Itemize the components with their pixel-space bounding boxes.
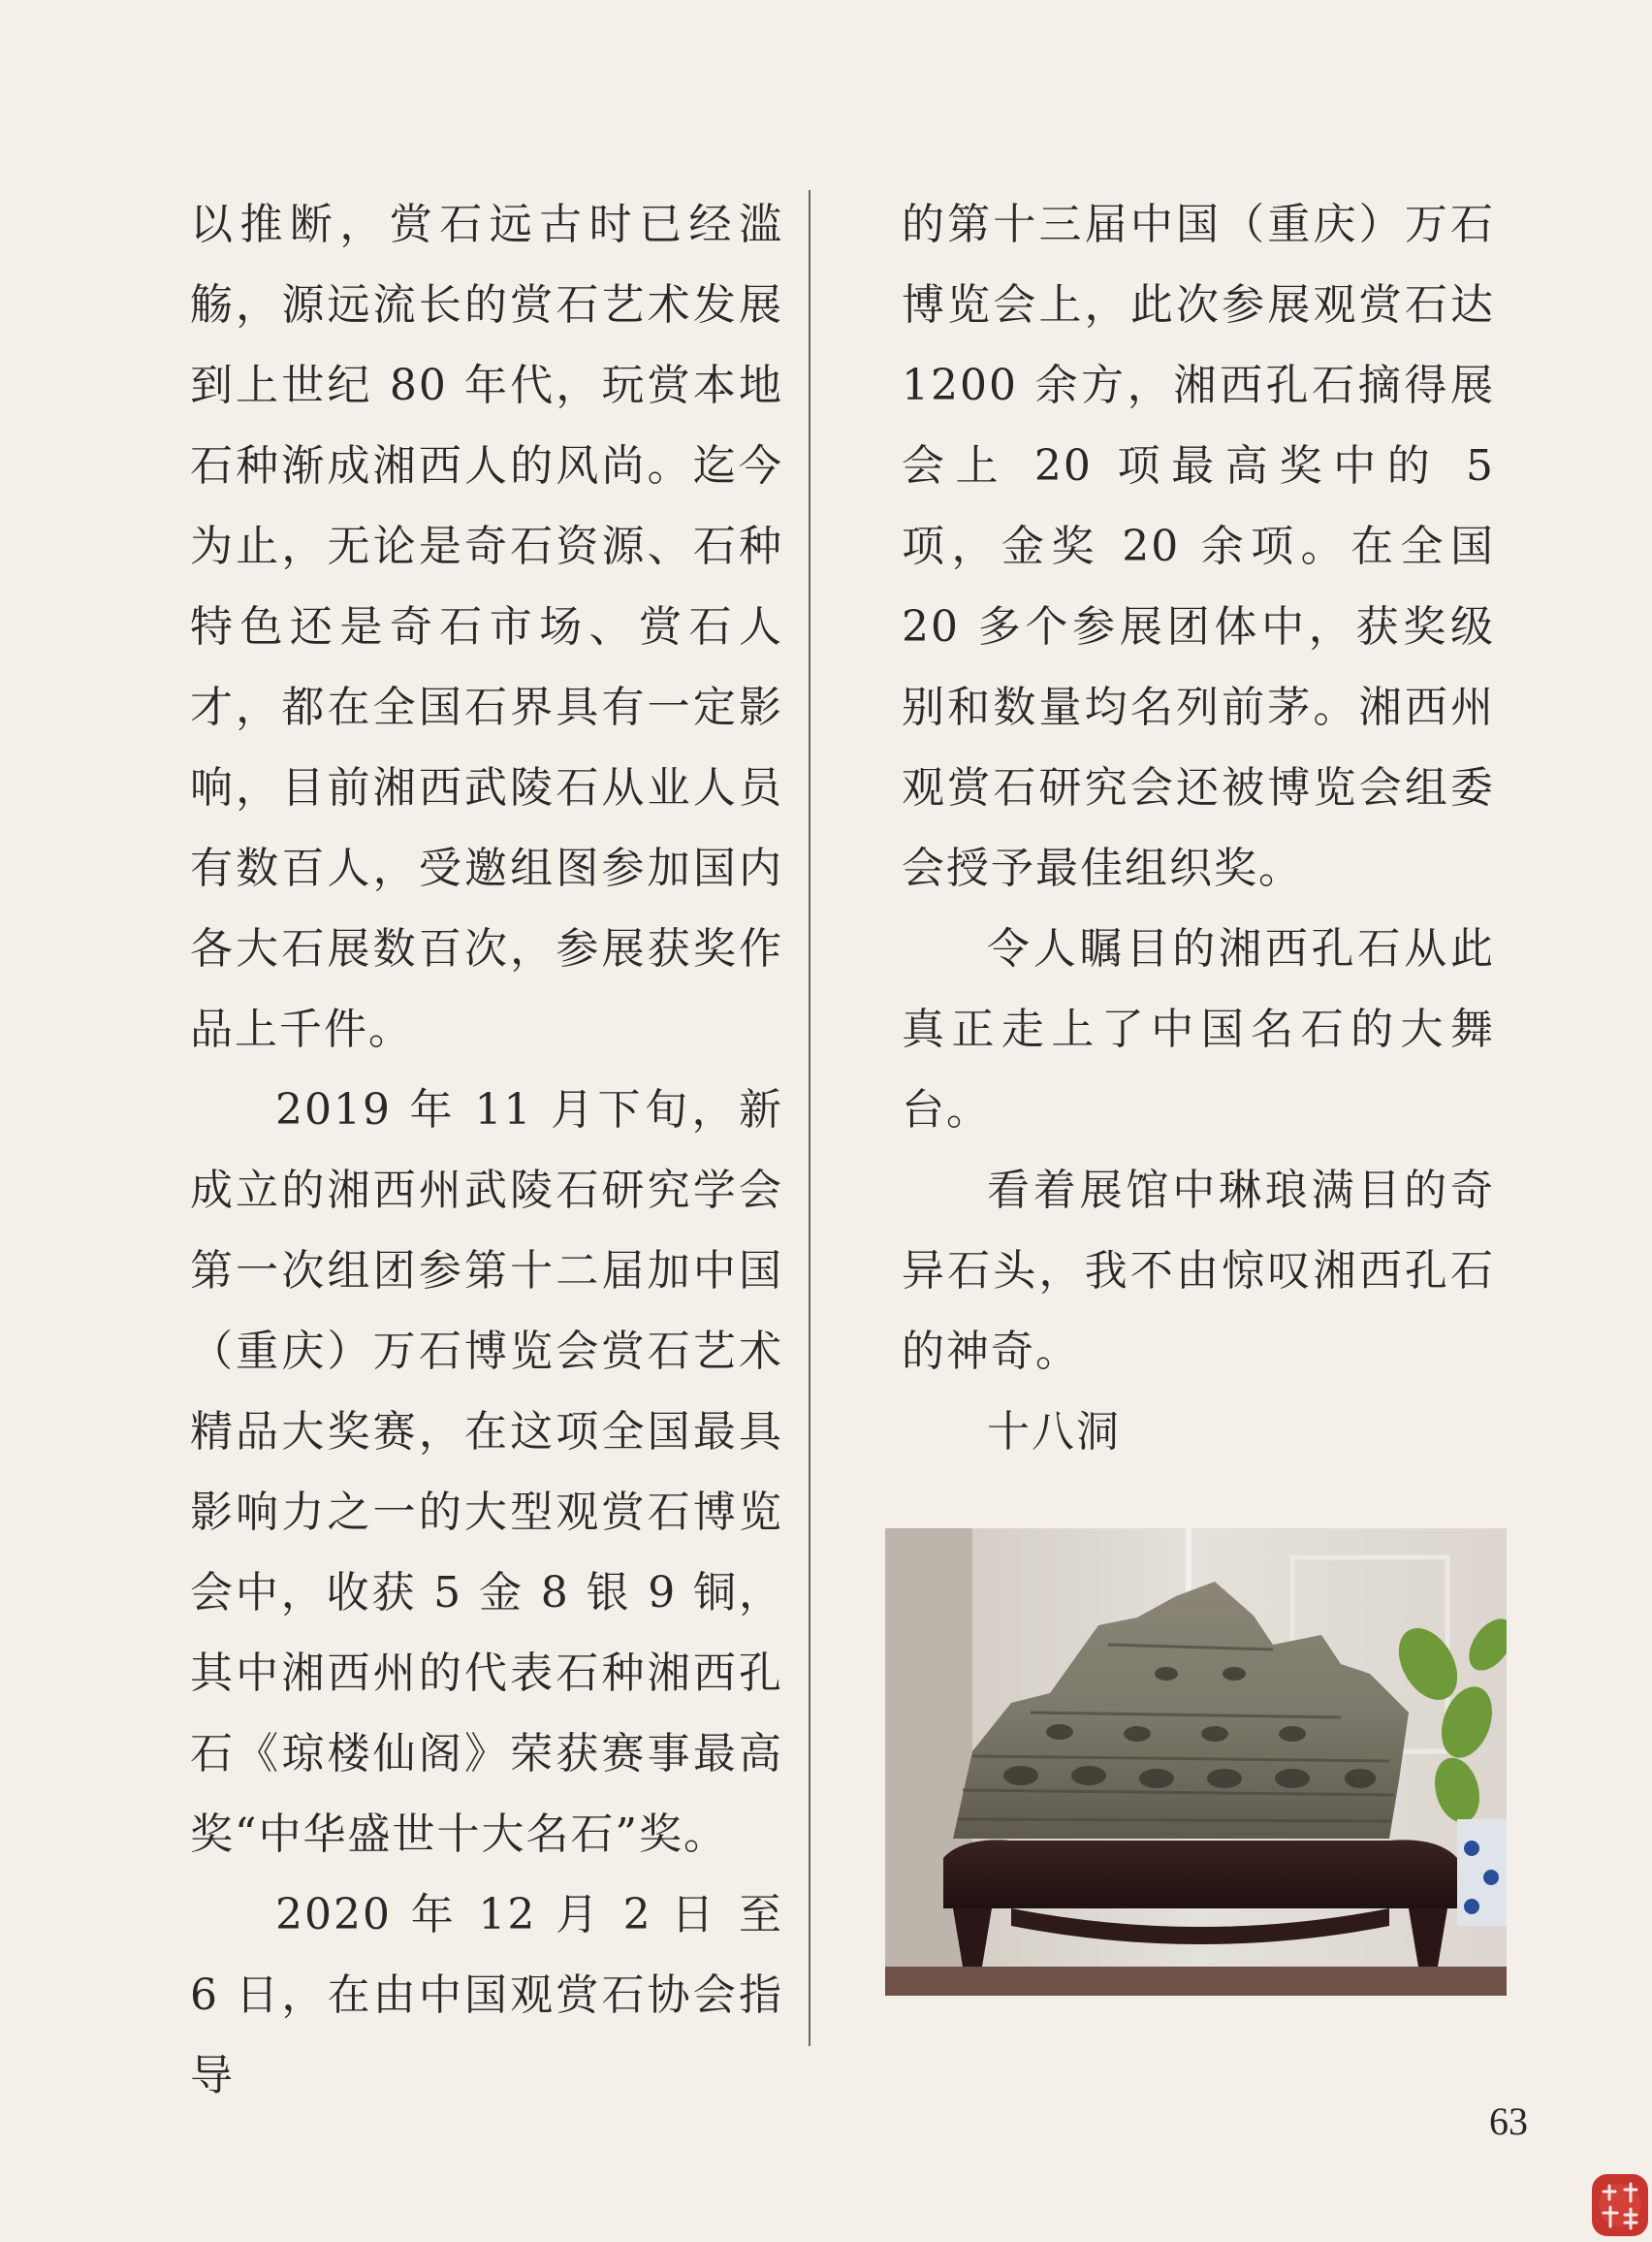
paragraph: 2019 年 11 月下旬，新成立的湘西州武陵石研究学会第一次组团参第十二届加中国（重庆）万石博览会赏石艺术精品大奖赛，在这项全国最具影响力之一的大型观赏石博览会中，收获 5 金 8 银 9 铜，其中湘西州的代表石种湘西孔石《琼楼仙阁》荣获赛事最高奖“中华盛世十大名石”奖。	[190, 1085, 783, 1859]
left-column	[190, 184, 783, 2116]
stone-photo	[885, 1528, 1507, 1996]
paragraph: 十八洞	[987, 1407, 1121, 1457]
column-divider	[809, 190, 810, 2046]
paragraph: 令人瞩目的湘西孔石从此真正走上了中国名石的大舞台。	[902, 924, 1495, 1135]
seal-logo	[1590, 2172, 1650, 2238]
page-number: 63	[1489, 2099, 1528, 2143]
paragraph: 以推断，赏石远古时已经滥觞，源远流长的赏石艺术发展到上世纪 80 年代，玩赏本地石种渐成湘西人的风尚。迄今为止，无论是奇石资源、石种特色还是奇石市场、赏石人才，都在全国石界具有一定影响，目前湘西武陵石从业人员有数百人，受邀组图参加国内各大石展数百次，参展获奖作品上千件。	[190, 200, 783, 1054]
paragraph: 2020 年 12 月 2 日 至 6 日，在由中国观赏石协会指导	[190, 1890, 783, 2100]
right-column	[902, 184, 1495, 1472]
stone-on-stand-image	[885, 1528, 1507, 1996]
paragraph: 看着展馆中琳琅满目的奇异石头，我不由惊叹湘西孔石的神奇。	[902, 1166, 1495, 1376]
seal-logo-graphic	[1590, 2172, 1650, 2238]
paragraph: 的第十三届中国（重庆）万石博览会上，此次参展观赏石达 1200 余方，湘西孔石摘得展会上 20 项最高奖中的 5 项，金奖 20 余项。在全国 20 多个参展团体中，获奖级别和数量均名列前茅。湘西州观赏石研究会还被博览会组委会授予最佳组织奖。	[902, 200, 1495, 893]
